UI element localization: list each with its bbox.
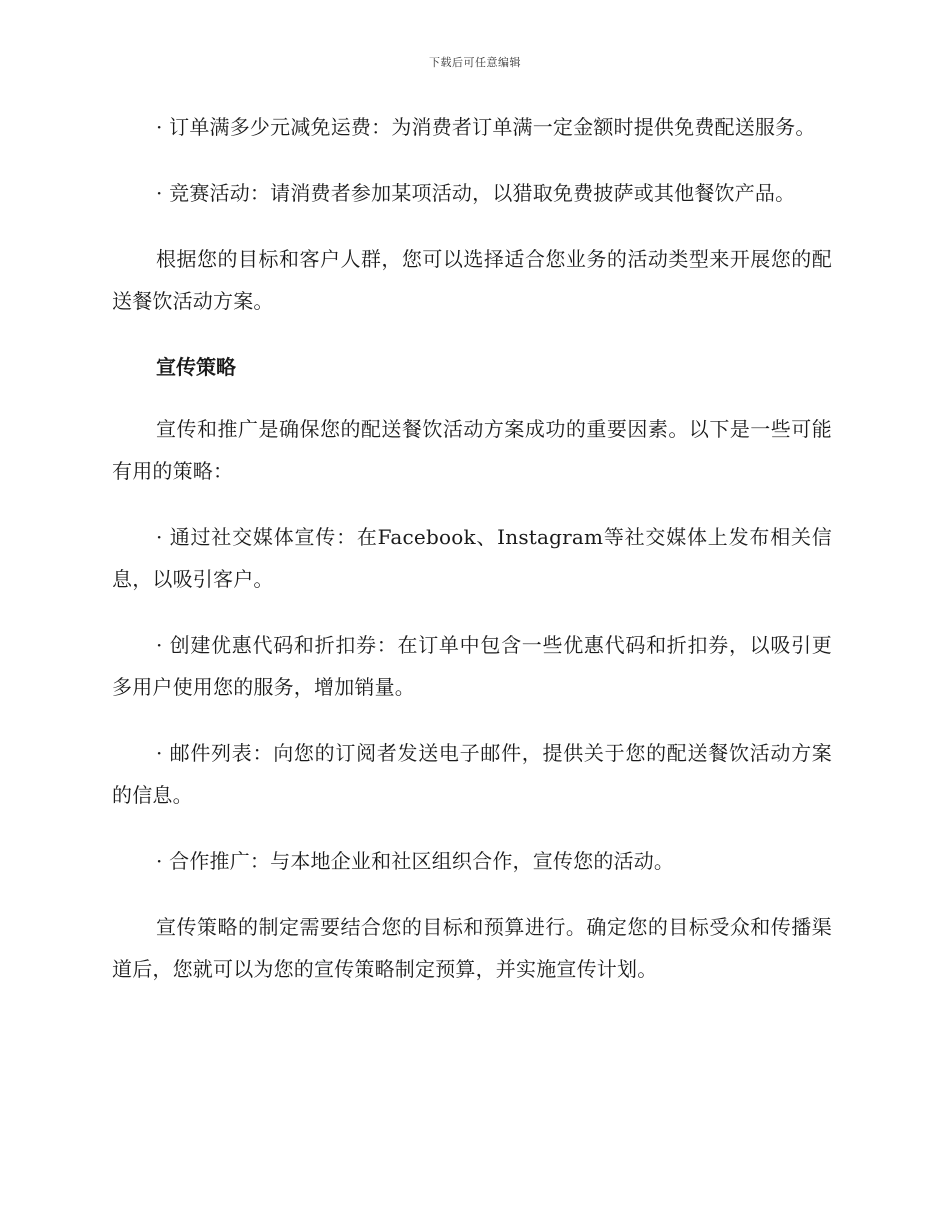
bullet-paragraph-contest: · 竞赛活动：请消费者参加某项活动，以猎取免费披萨或其他餐饮产品。 bbox=[156, 181, 796, 205]
bullet-paragraph-social-media: · 通过社交媒体宣传：在Facebook、Instagram等社交媒体上发布相关信息，以吸引客户。 bbox=[112, 525, 832, 591]
bullet-paragraph-free-delivery: · 订单满多少元减免运费：为消费者订单满一定金额时提供免费配送服务。 bbox=[156, 115, 816, 139]
bullet-paragraph-partnership: · 合作推广：与本地企业和社区组织合作，宣传您的活动。 bbox=[156, 849, 675, 873]
bullet-paragraph-coupons: · 创建优惠代码和折扣券：在订单中包含一些优惠代码和折扣券，以吸引更多用户使用您的服务，增加销量。 bbox=[112, 633, 832, 699]
body-paragraph-strategy-budget: 宣传策略的制定需要结合您的目标和预算进行。确定您的目标受众和传播渠道后，您就可以为您的宣传策略制定预算，并实施宣传计划。 bbox=[112, 915, 832, 981]
page-header: 下载后可任意编辑 bbox=[429, 56, 521, 69]
body-paragraph-activity-choice: 根据您的目标和客户人群，您可以选择适合您业务的活动类型来开展您的配送餐饮活动方案。 bbox=[112, 247, 832, 313]
body-paragraph-promotion-intro: 宣传和推广是确保您的配送餐饮活动方案成功的重要因素。以下是一些可能有用的策略： bbox=[112, 417, 832, 483]
document-body bbox=[112, 106, 832, 1014]
section-heading: 宣传策略 bbox=[156, 355, 236, 379]
bullet-paragraph-email-list: · 邮件列表：向您的订阅者发送电子邮件，提供关于您的配送餐饮活动方案的信息。 bbox=[112, 741, 832, 807]
